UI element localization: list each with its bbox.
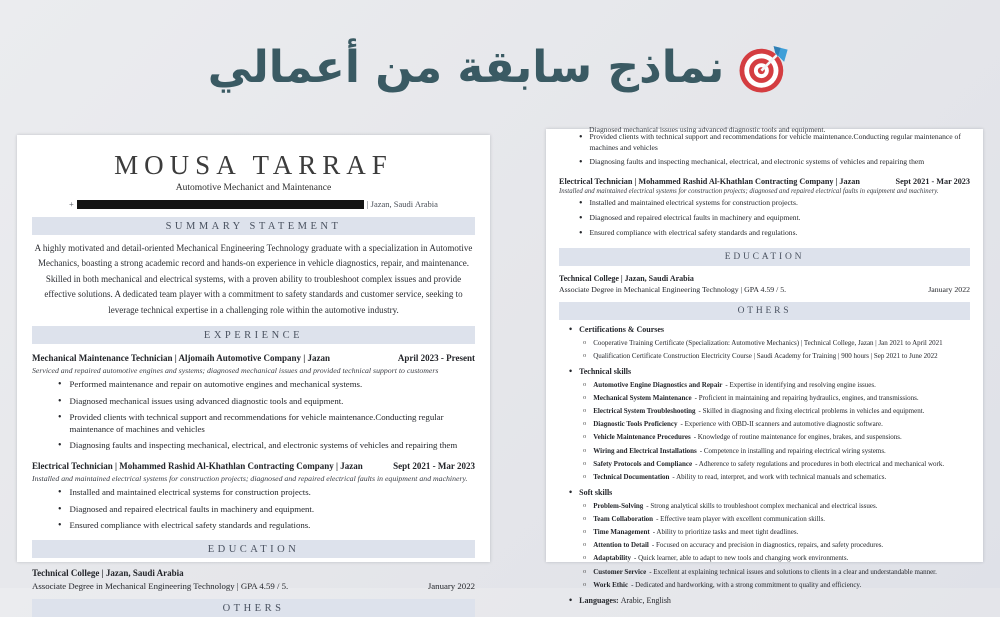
skill-item: o Mechanical System Maintenance - Proficient in maintaining and repairing hydraulics, engines, and transmissions. [583,393,970,404]
education-degree-row [559,285,970,294]
circle-bullet-icon [583,540,586,551]
bullet-icon [569,487,572,498]
skill-item: o Problem-Solving - Strong analytical skills to troubleshoot complex mechanical and electrical issues. [583,501,970,512]
skill-item: o Technical Documentation - Ability to read, interpret, and work with technical manuals and schematics. [583,472,970,483]
section-summary: SUMMARY STATEMENT [32,217,475,235]
circle-bullet-icon [583,472,586,483]
bullet-icon [58,519,62,532]
bullet-icon [579,157,583,169]
bullet-icon [569,366,572,377]
job-dates: Sept 2021 - Mar 2023 [895,176,970,186]
job-summary: Installed and maintained electrical systems for construction projects; diagnosed and repaired electrical faults in equipment and machinery. [32,473,468,483]
circle-bullet-icon [583,393,586,404]
section-others: OTHERS [32,599,475,617]
certification-item: o Cooperative Training Certificate (Specialization: Automotive Mechanics) | Technical College, Jazan | Jan 2021 to April 2021 [583,338,970,349]
skill-item: o Adaptability - Quick learner, able to adapt to new tools and changing work environments. [583,553,970,564]
contact-location: | Jazan, Saudi Arabia [366,199,438,209]
candidate-title: Automotive Mechanict and Maintenance [175,183,332,193]
skill-item: o Time Management - Ability to prioritize tasks and meet tight deadlines. [583,527,970,538]
skill-item: o Attention to Detail - Focused on accuracy and precision in diagnostics, repairs, and safety procedures. [583,540,970,551]
skill-item: o Electrical System Troubleshooting - Skilled in diagnosing and fixing electrical problems in vehicles and equipment. [583,406,970,417]
job-bullet: • Diagnosed and repaired electrical faults in machinery and equipment. [579,213,970,225]
redacted-contact-info [77,200,364,209]
circle-bullet-icon [583,514,586,525]
skill-item: o Wiring and Electrical Installations - Competence in installing and repairing electrical wiring systems. [583,446,970,457]
skill-item: o Vehicle Maintenance Procedures - Knowledge of routine maintenance for engines, brakes, and suspensions. [583,432,970,443]
education-degree-row [32,581,475,591]
bullet-icon [569,595,572,606]
education-date: January 2022 [928,284,970,294]
job-bullet: • Diagnosed mechanical issues using advanced diagnostic tools and equipment. [58,395,475,408]
job-dates: April 2023 - Present [397,353,475,364]
job-summary: Installed and maintained electrical systems for construction projects; diagnosed and repaired electrical faults in equipment and machinery. [559,187,939,195]
contact-prefix: + [69,199,74,209]
bullet-icon [58,503,62,516]
job-dates: Sept 2021 - Mar 2023 [393,461,475,472]
others-group-label: • Certifications & Courses [569,324,970,335]
clipped-line: Diagnosed mechanical issues using advanced diagnostic tools and equipment. [589,125,826,134]
skill-item: o Safety Protocols and Compliance - Adherence to safety regulations and procedures in both electrical and mechanical work. [583,459,970,470]
skill-item: o Diagnostic Tools Proficiency - Experience with OBD-II scanners and automotive diagnostic software. [583,419,970,430]
job-bullet: • Diagnosed and repaired electrical faults in machinery and equipment. [58,503,475,516]
job-bullet: • Diagnosing faults and inspecting mechanical, electrical, and electronic systems of vehicles and repairing them [58,439,475,452]
dart-target-icon [736,40,792,96]
bullet-icon [579,132,583,154]
job-title: Electrical Technician | Mohammed Rashid Al-Khathlan Contracting Company | Jazan [32,461,363,472]
section-education: EDUCATION [32,540,475,558]
education-degree: Associate Degree in Mechanical Engineering Technology | GPA 4.59 / 5. [559,284,787,294]
bullet-icon [58,486,62,499]
summary-text: A highly motivated and detail-oriented Mechanical Engineering Technology graduate with a specialization in Automotive Mechanics, boasting a strong academic record and hands-on experience in vehicle diagnostics, repair, and maintenance. Skilled in both mechanical and electrical systems, with a proven ability to troubleshoot complex issues and provide effective solutions. A dedicated team player with a commitment to safety standards and customer service, seeking to leverage technical expertise in a challenging role within the automotive industry. [34,243,473,315]
job-title: Mechanical Maintenance Technician | Aljomaih Automotive Company | Jazan [32,353,330,364]
circle-bullet-icon [583,419,586,430]
job-bullet: • Ensured compliance with electrical safety standards and regulations. [579,228,970,240]
bullet-icon [58,378,62,391]
circle-bullet-icon [583,446,586,457]
skill-item: o Automotive Engine Diagnostics and Repair - Expertise in identifying and resolving engine issues. [583,380,970,391]
circle-bullet-icon [583,338,586,349]
section-education: EDUCATION [559,248,970,266]
job-entry [32,353,475,452]
bullet-icon [569,324,572,335]
circle-bullet-icon [583,501,586,512]
job-bullet: • Provided clients with technical support and recommendations for vehicle maintenance.Conducting regular maintenance of machines and vehicles [58,411,475,436]
job-entry [32,461,475,532]
contact-line [32,199,475,209]
resume-page-1 [17,135,490,615]
job-bullet: • Provided clients with technical support and recommendations for vehicle maintenance.Conducting regular maintenance of machines and vehicles [579,132,970,154]
bullet-icon [579,213,583,225]
bullet-icon [579,198,583,210]
education-school: Technical College | Jazan, Saudi Arabia [559,273,694,283]
resume-page-2 [546,125,983,605]
section-others: OTHERS [559,302,970,320]
skill-item: o Customer Service - Excellent at explaining technical issues and solutions to clients in a clear and understandable manner. [583,567,970,578]
headline [0,26,1000,110]
section-experience: EXPERIENCE [32,326,475,344]
others-group-label: • Soft skills [569,487,970,498]
job-bullet: • Performed maintenance and repair on automotive engines and mechanical systems. [58,378,475,391]
job-bullet: • Ensured compliance with electrical safety standards and regulations. [58,519,475,532]
circle-bullet-icon [583,580,586,591]
circle-bullet-icon [583,380,586,391]
circle-bullet-icon [583,351,586,362]
bullet-icon [58,439,62,452]
bullet-icon [58,411,62,436]
others-group-label: • Technical skills [569,366,970,377]
job-bullet: • Diagnosing faults and inspecting mechanical, electrical, and electronic systems of vehicles and repairing them [579,157,970,169]
candidate-name: MOUSA TARRAF [114,150,393,180]
circle-bullet-icon [583,459,586,470]
education-degree: Associate Degree in Mechanical Engineering Technology | GPA 4.59 / 5. [32,581,289,592]
skill-item: o Team Collaboration - Effective team player with excellent communication skills. [583,514,970,525]
circle-bullet-icon [583,406,586,417]
job-title: Electrical Technician | Mohammed Rashid Al-Khathlan Contracting Company | Jazan [559,176,860,186]
job-summary: Serviced and repaired automotive engines and systems; diagnosed mechanical issues and provided technical support to customers [32,365,439,375]
headline-text: نماذج سابقة من أعمالي [207,42,725,93]
bullet-icon [579,228,583,240]
certification-item: o Qualification Certificate Construction Electricity Course | Saudi Academy for Training | 900 hours | Sep 2021 to June 2022 [583,351,970,362]
languages-row: • Languages: Arabic, English [569,595,970,606]
circle-bullet-icon [583,432,586,443]
bullet-icon [58,395,62,408]
circle-bullet-icon [583,567,586,578]
job-bullet: • Installed and maintained electrical systems for construction projects. [579,198,970,210]
job-bullet: • Installed and maintained electrical systems for construction projects. [58,486,475,499]
skill-item: o Work Ethic - Dedicated and hardworking, with a strong commitment to quality and efficiency. [583,580,970,591]
education-date: January 2022 [427,581,475,592]
education-school: Technical College | Jazan, Saudi Arabia [32,568,184,579]
circle-bullet-icon [583,553,586,564]
circle-bullet-icon [583,527,586,538]
